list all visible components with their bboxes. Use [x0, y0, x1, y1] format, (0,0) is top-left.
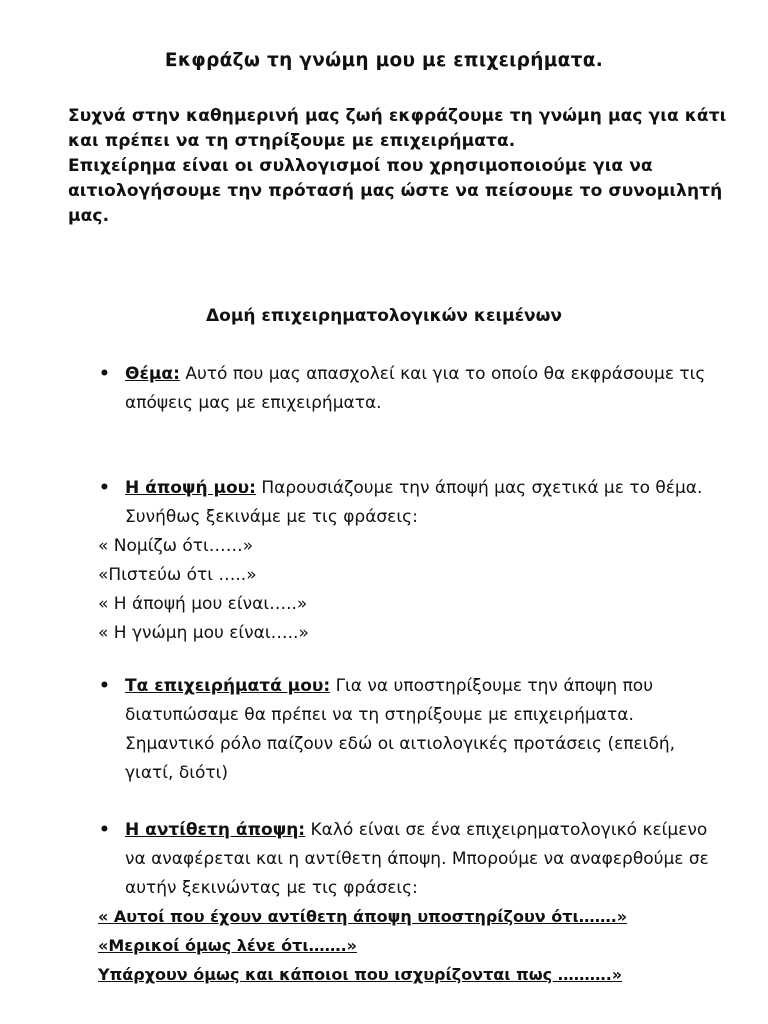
intro-sentence: Συχνά στην καθημερινή μας ζωή εκφράζουμε τη γνώμη μας για κάτι και πρέπει να τη στηρίξουμε με επιχειρήματα. — [68, 106, 727, 151]
bullet-item-my-opinion — [99, 474, 725, 532]
phrase-line: « Η άποψή μου είναι…..» — [98, 594, 308, 614]
phrase-line: «Μερικοί όμως λένε ότι…….» — [98, 936, 357, 955]
bullet-icon: • — [99, 364, 110, 384]
bullet-text: Καλό είναι σε ένα επιχειρηματολογικό κείμενο να αναφέρεται και η αντίθετη άποψη. Μπορούμε να αναφερθούμε σε αυτήν ξεκινώντας με τις φράσεις: — [125, 820, 709, 898]
bullet-text: Παρουσιάζουμε την άποψή μας σχετικά με το θέμα. Συνήθως ξεκινάμε με τις φράσεις: — [125, 478, 703, 527]
phrase-line: « Αυτοί που έχουν αντίθετη άποψη υποστηρίζουν ότι…….» — [98, 907, 628, 926]
bullet-term: Η άποψή μου: — [125, 478, 256, 498]
bullet-item-topic — [99, 360, 725, 418]
bullet-term: Θέμα: — [125, 364, 180, 384]
bullet-term: Τα επιχειρήματά μου: — [125, 676, 331, 696]
intro-paragraph — [68, 104, 728, 229]
bullet-icon: • — [99, 478, 110, 498]
opposing-phrases — [98, 902, 738, 989]
intro-sentence: Επιχείρημα είναι οι συλλογισμοί που χρησιμοποιούμε για να αιτιολογήσουμε την πρότασή μας ώστε να πείσουμε το συνομιλητή μας. — [68, 156, 723, 226]
page-title: Εκφράζω τη γνώμη μου με επιχειρήματα. — [164, 50, 604, 71]
bullet-text: Για να υποστηρίξουμε την άποψη που διατυπώσαμε θα πρέπει να τη στηρίξουμε με επιχειρήματα. Σημαντικό ρόλο παίζουν εδώ οι αιτιολογικές προτάσεις (επειδή, γιατί, διότι) — [125, 676, 676, 783]
phrase-line: Υπάρχουν όμως και κάποιοι που ισχυρίζονται πως ……….» — [98, 965, 623, 984]
phrase-line: « Η γνώμη μου είναι…..» — [98, 623, 309, 643]
section-title: Δομή επιχειρηματολογικών κειμένων — [205, 306, 562, 326]
opinion-phrases — [98, 532, 738, 648]
bullet-text: Αυτό που μας απασχολεί και για το οποίο θα εκφράσουμε τις απόψεις μας με επιχειρήματα. — [125, 364, 706, 413]
bullet-icon: • — [99, 820, 110, 840]
phrase-line: «Πιστεύω ότι …..» — [98, 565, 257, 585]
bullet-term: Η αντίθετη άποψη: — [125, 820, 306, 840]
bullet-item-opposing-view — [99, 816, 725, 903]
phrase-line: « Νομίζω ότι……» — [98, 536, 254, 556]
bullet-item-my-arguments — [99, 672, 725, 788]
bullet-icon: • — [99, 676, 110, 696]
